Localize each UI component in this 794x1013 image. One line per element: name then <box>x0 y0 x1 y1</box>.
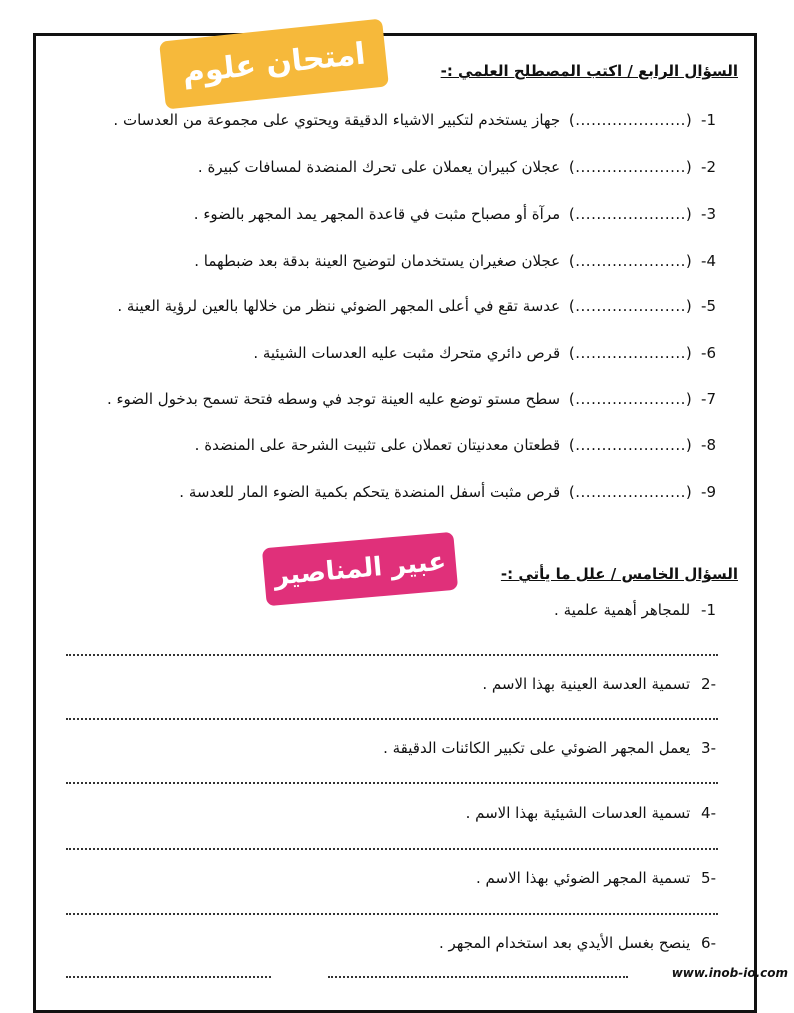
q4-item <box>113 108 716 132</box>
exam-title-badge: امتحان علوم <box>159 18 389 109</box>
q4-item-number: 2- <box>701 158 716 176</box>
q5-item <box>439 931 716 955</box>
q5-item-number: -6 <box>701 934 716 952</box>
q4-answer-blank[interactable]: (.....................) <box>568 436 693 454</box>
q4-item-text: عجلان صغيران يستخدمان لتوضيح العينة بدقة بعد ضبطهما . <box>194 252 561 270</box>
q5-item-text: يعمل المجهر الضوئي على تكبير الكائنات الدقيقة . <box>383 739 691 757</box>
q5-item-number: -3 <box>701 739 716 757</box>
q5-item-number: -2 <box>701 675 716 693</box>
q5-item-text: للمجاهر أهمية علمية . <box>554 601 691 619</box>
q4-answer-blank[interactable]: (.....................) <box>568 483 693 501</box>
q5-item <box>466 801 716 825</box>
q5-item <box>383 736 716 760</box>
q4-item-number: 4- <box>701 252 716 270</box>
answer-line[interactable] <box>66 710 718 720</box>
q4-item <box>194 249 716 273</box>
q4-item <box>253 341 716 365</box>
q4-item <box>198 155 716 179</box>
q4-item-number: 9- <box>701 483 716 501</box>
q4-item-text: عدسة تقع في أعلى المجهر الضوئي ننظر من خلالها بالعين لرؤية العينة . <box>117 297 561 315</box>
q4-item <box>117 294 716 318</box>
q4-answer-blank[interactable]: (.....................) <box>568 111 693 129</box>
q4-item <box>179 480 716 504</box>
q5-item-text: ينصح بغسل الأيدي بعد استخدام المجهر . <box>438 934 691 952</box>
q4-item-number: 5- <box>701 297 716 315</box>
answer-line[interactable] <box>66 968 271 978</box>
q4-item-text: مرآة أو مصباح مثبت في قاعدة المجهر يمد المجهر بالضوء . <box>193 205 561 223</box>
answer-line[interactable] <box>66 774 718 784</box>
q4-item <box>195 433 716 457</box>
q4-item-number: 3- <box>701 205 716 223</box>
website-watermark: www.inob-io.com <box>671 966 788 980</box>
q5-item <box>554 598 716 622</box>
q4-heading: السؤال الرابع / اكتب المصطلح العلمي :- <box>440 62 738 80</box>
q4-item-number: 7- <box>701 390 716 408</box>
q5-item-number: 1- <box>701 601 716 619</box>
answer-line[interactable] <box>328 968 628 978</box>
q4-item-number: 8- <box>701 436 716 454</box>
q4-answer-blank[interactable]: (.....................) <box>568 158 693 176</box>
q4-answer-blank[interactable]: (.....................) <box>568 344 693 362</box>
q4-item-text: قطعتان معدنيتان تعملان على تثبيت الشرحة على المنضدة . <box>194 436 561 454</box>
q4-answer-blank[interactable]: (.....................) <box>568 252 693 270</box>
q4-item-text: جهاز يستخدم لتكبير الاشياء الدقيقة ويحتوي على مجموعة من العدسات . <box>113 111 561 129</box>
q5-item-text: تسمية العدسات الشيئية بهذا الاسم . <box>465 804 691 822</box>
q4-item <box>194 202 716 226</box>
q5-heading: السؤال الخامس / علل ما يأتي :- <box>500 565 738 583</box>
q4-item-number: 6- <box>701 344 716 362</box>
q4-answer-blank[interactable]: (.....................) <box>568 297 693 315</box>
q4-item-text: قرص دائري متحرك مثبت عليه العدسات الشيئية . <box>253 344 561 362</box>
answer-line[interactable] <box>66 905 718 915</box>
q5-item-number: -4 <box>701 804 716 822</box>
q5-item-number: -5 <box>701 869 716 887</box>
author-badge: عبير المناصير <box>262 532 458 607</box>
answer-line[interactable] <box>66 646 718 656</box>
q5-item <box>476 866 716 890</box>
q4-answer-blank[interactable]: (.....................) <box>568 390 693 408</box>
q5-item <box>482 672 716 696</box>
q4-item-text: عجلان كبيران يعملان على تحرك المنضدة لمسافات كبيرة . <box>197 158 561 176</box>
answer-line[interactable] <box>66 840 718 850</box>
q4-item-text: سطح مستو توضع عليه العينة توجد في وسطه فتحة تسمح بدخول الضوء . <box>106 390 561 408</box>
q5-item-text: تسمية المجهر الضوئي بهذا الاسم . <box>475 869 691 887</box>
q4-item <box>107 387 716 411</box>
q5-item-text: تسمية العدسة العينية بهذا الاسم . <box>482 675 691 693</box>
q4-item-text: قرص مثبت أسفل المنضدة يتحكم بكمية الضوء المار للعدسة . <box>179 483 561 501</box>
q4-item-number: 1- <box>701 111 716 129</box>
q4-answer-blank[interactable]: (.....................) <box>568 205 693 223</box>
